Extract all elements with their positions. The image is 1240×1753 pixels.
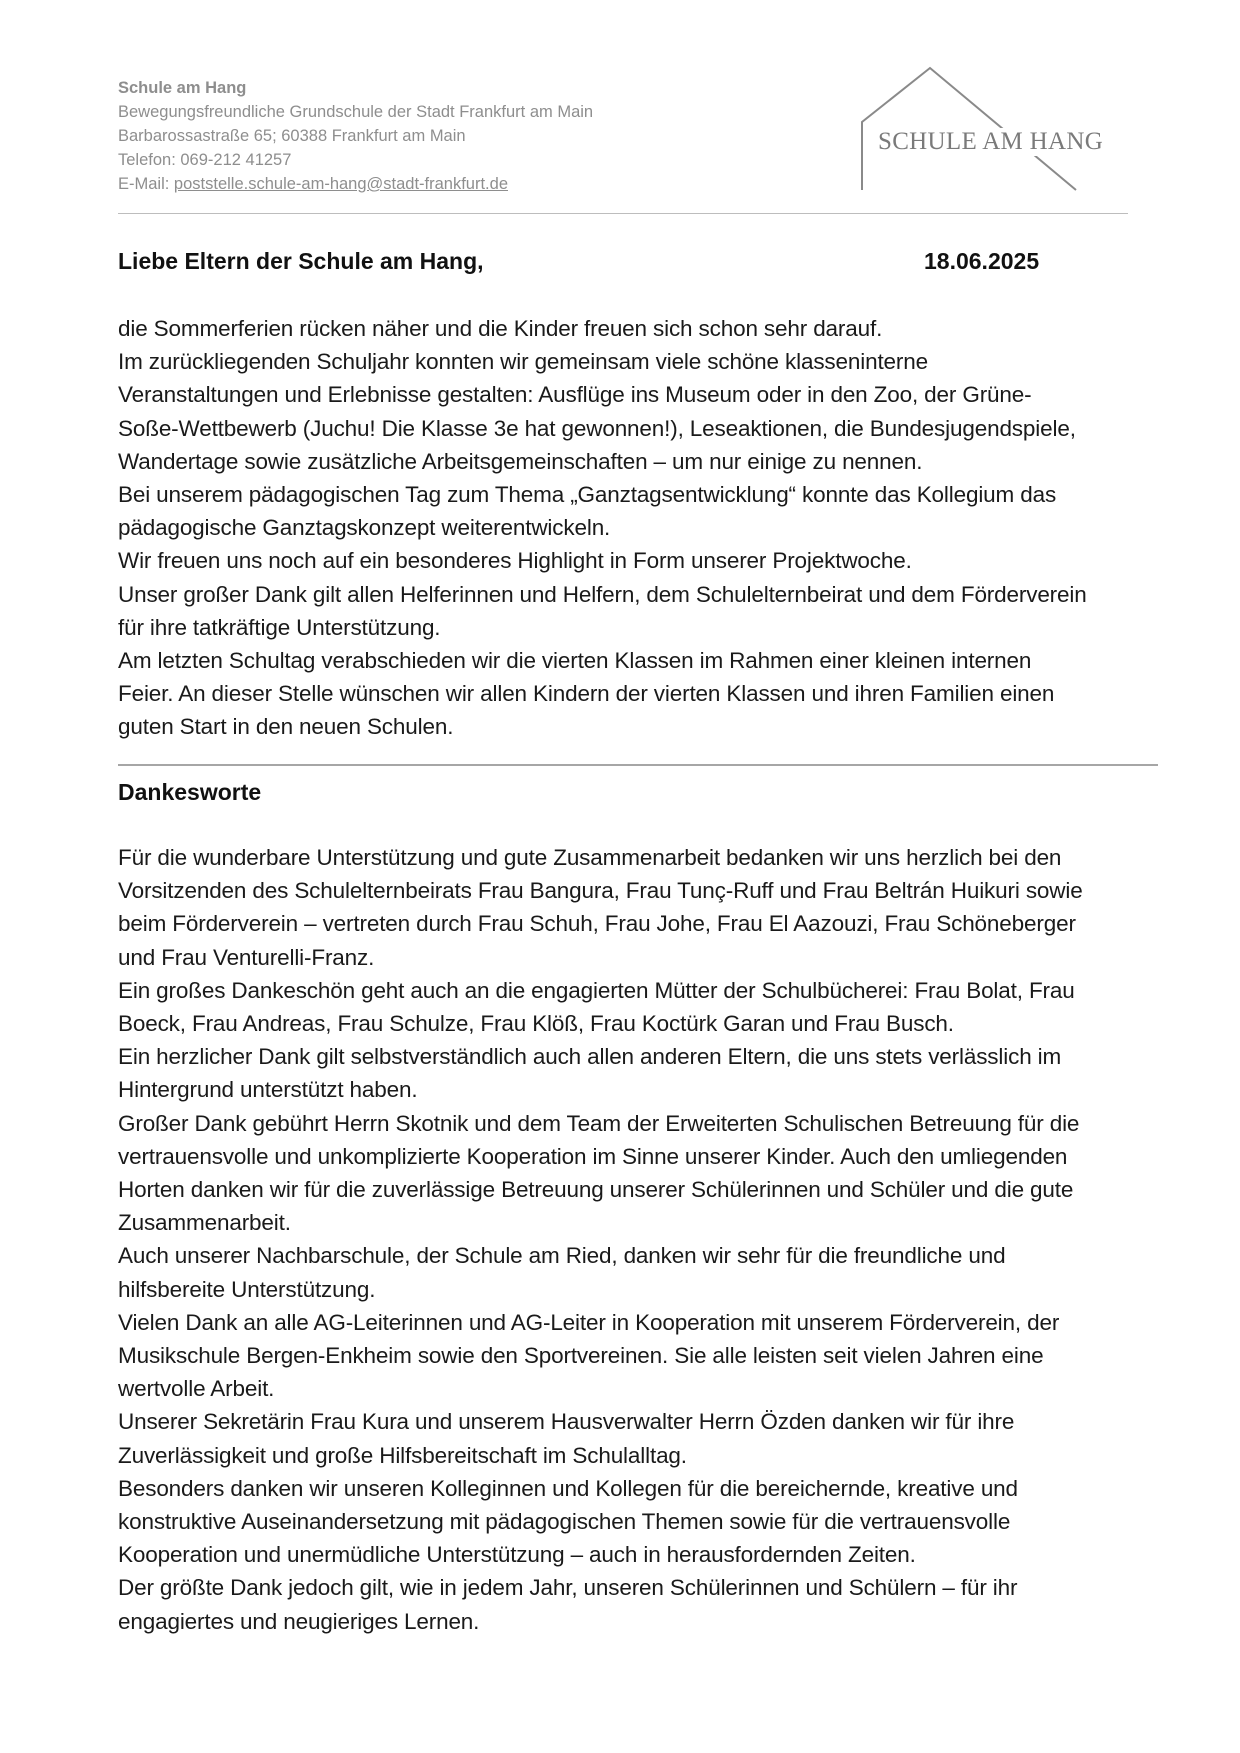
text-line: die Sommerferien rücken näher und die Kinder freuen sich schon sehr darauf. <box>118 316 883 341</box>
text-line: Auch unserer Nachbarschule, der Schule am Ried, danken wir sehr für die freundliche und <box>118 1243 1006 1269</box>
text-line: Kooperation und unermüdliche Unterstützung – auch in herausfordernden Zeiten. <box>118 1542 916 1568</box>
text-line: Zuverlässigkeit und große Hilfsbereitschaft im Schulalltag. <box>118 1442 687 1468</box>
text-line: konstruktive Auseinandersetzung mit pädagogischen Themen sowie für die vertrauensvolle <box>118 1509 1011 1535</box>
text-line: Musikschule Bergen-Enkheim sowie den Sportvereinen. Sie alle leisten seit vielen Jahren eine <box>118 1343 1044 1369</box>
text-line: Unserer Sekretärin Frau Kura und unserem Hausverwalter Herrn Özden danken wir für ihre <box>118 1409 1015 1435</box>
text-line: Wir freuen uns noch auf ein besonderes Highlight in Form unserer Projektwoche. <box>118 548 912 574</box>
text-line: Boeck, Frau Andreas, Frau Schulze, Frau Klöß, Frau Koctürk Garan und Frau Busch. <box>118 1011 954 1037</box>
thanks-paragraph <box>118 841 1083 1638</box>
text-line: Der größte Dank jedoch gilt, wie in jedem Jahr, unseren Schülerinnen und Schülern – für ihr <box>118 1575 1018 1601</box>
school-phone: Telefon: 069-212 41257 <box>118 151 292 169</box>
text-line: Wandertage sowie zusätzliche Arbeitsgemeinschaften – um nur einige zu nennen. <box>118 448 923 474</box>
text-line: Für die wunderbare Unterstützung und gute Zusammenarbeit bedanken wir uns herzlich bei den <box>118 845 1062 870</box>
school-address: Barbarossastraße 65; 60388 Frankfurt am Main <box>118 127 466 145</box>
header-divider <box>118 213 1128 214</box>
thanks-heading: Dankesworte <box>118 779 262 805</box>
text-line: Horten danken wir für die zuverlässige Betreuung unserer Schülerinnen und Schüler und die gute <box>118 1177 1074 1203</box>
email-label: E-Mail: <box>118 175 174 193</box>
logo-text: SCHULE AM HANG <box>874 128 1107 156</box>
text-line: Soße-Wettbewerb (Juchu! Die Klasse 3e hat gewonnen!), Leseaktionen, die Bundesjugendspiele, <box>118 415 1076 441</box>
text-line: guten Start in den neuen Schulen. <box>118 714 454 740</box>
school-subtitle: Bewegungsfreundliche Grundschule der Stadt Frankfurt am Main <box>118 103 594 121</box>
school-name: Schule am Hang <box>118 79 247 97</box>
section-divider <box>118 764 1158 766</box>
email-link[interactable]: poststelle.schule-am-hang@stadt-frankfurt.de <box>173 175 508 193</box>
intro-paragraph <box>118 312 1087 744</box>
text-line: Feier. An dieser Stelle wünschen wir allen Kindern der vierten Klassen und ihren Familien einen <box>118 681 1055 707</box>
text-line: Vorsitzenden des Schulelternbeirats Frau Bangura, Frau Tunç-Ruff und Frau Beltrán Huikuri sowie <box>118 878 1083 904</box>
text-line: vertrauensvolle und unkomplizierte Kooperation im Sinne unserer Kinder. Auch den umliegenden <box>118 1143 1068 1169</box>
school-logo <box>860 66 1130 194</box>
text-line: wertvolle Arbeit. <box>118 1376 275 1402</box>
letterhead <box>118 76 593 196</box>
text-line: Ein herzlicher Dank gilt selbstverständlich auch allen anderen Eltern, die uns stets verlässlich im <box>118 1044 1062 1070</box>
text-line: und Frau Venturelli-Franz. <box>118 944 375 970</box>
text-line: Ein großes Dankeschön geht auch an die engagierten Mütter der Schulbücherei: Frau Bolat, Frau <box>118 977 1075 1003</box>
salutation: Liebe Eltern der Schule am Hang, <box>118 248 484 274</box>
text-line: Großer Dank gebührt Herrn Skotnik und dem Team der Erweiterten Schulischen Betreuung für die <box>118 1110 1080 1136</box>
text-line: Bei unserem pädagogischen Tag zum Thema „Ganztagsentwicklung“ konnte das Kollegium das <box>118 482 1057 508</box>
text-line: Unser großer Dank gilt allen Helferinnen und Helfern, dem Schulelternbeirat und dem Förderverein <box>118 581 1087 607</box>
text-line: Hintergrund unterstützt haben. <box>118 1077 418 1103</box>
text-line: Am letzten Schultag verabschieden wir die vierten Klassen im Rahmen einer kleinen internen <box>118 648 1032 674</box>
text-line: hilfsbereite Unterstützung. <box>118 1276 376 1302</box>
text-line: für ihre tatkräftige Unterstützung. <box>118 614 441 640</box>
text-line: engagiertes und neugieriges Lernen. <box>118 1608 480 1634</box>
letter-date: 18.06.2025 <box>924 248 1040 274</box>
text-line: pädagogische Ganztagskonzept weiterentwickeln. <box>118 515 611 541</box>
text-line: Im zurückliegenden Schuljahr konnten wir gemeinsam viele schöne klasseninterne <box>118 349 928 375</box>
text-line: Besonders danken wir unseren Kolleginnen und Kollegen für die bereichernde, kreative und <box>118 1475 1018 1501</box>
text-line: Vielen Dank an alle AG-Leiterinnen und AG-Leiter in Kooperation mit unserem Förderverein, der <box>118 1309 1060 1335</box>
text-line: beim Förderverein – vertreten durch Frau Schuh, Frau Johe, Frau El Aazouzi, Frau Schöneberger <box>118 911 1076 937</box>
text-line: Zusammenarbeit. <box>118 1210 291 1236</box>
text-line: Veranstaltungen und Erlebnisse gestalten: Ausflüge ins Museum oder in den Zoo, der Grüne- <box>118 382 1032 408</box>
school-email-line <box>118 172 593 196</box>
